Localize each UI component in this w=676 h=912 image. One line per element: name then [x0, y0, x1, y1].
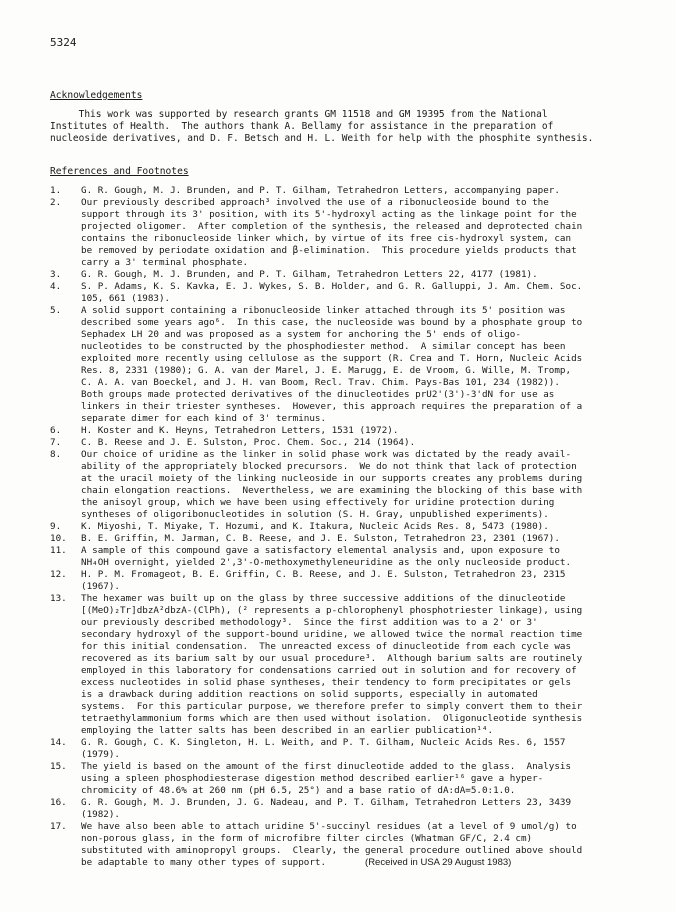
reference-item	[50, 269, 630, 281]
reference-number: 15.	[50, 761, 67, 772]
reference-line: G. R. Gough, M. J. Brunden, and P. T. Gilham, Tetrahedron Letters, accompanying paper.	[81, 185, 560, 196]
reference-item	[50, 425, 630, 437]
reference-item	[50, 761, 630, 797]
reference-line: described some years ago⁶. In this case, the nucleoside was bound by a phosphate group to	[81, 317, 583, 328]
reference-line: (1979).	[81, 749, 120, 760]
reference-body	[81, 761, 630, 797]
reference-body	[81, 821, 630, 869]
reference-line: G. R. Gough, M. J. Brunden, J. G. Nadeau, and P. T. Gilham, Tetrahedron Letters 23, 3439	[81, 797, 572, 808]
reference-line: our previously described methodology³. Since the first addition was to a 2' or 3'	[81, 617, 538, 628]
reference-body	[81, 533, 630, 545]
reference-body	[81, 305, 630, 425]
reference-item	[50, 437, 630, 449]
reference-line: Sephadex LH 20 and was proposed as a system for anchoring the 5' ends of oligo-	[81, 329, 521, 340]
reference-line: chromicity of 48.6% at 260 nm (pH 6.5, 25°) and a base ratio of dA:dA=5.0:1.0.	[81, 785, 516, 796]
reference-item	[50, 797, 630, 821]
reference-line: C. B. Reese and J. E. Sulston, Proc. Chem. Soc., 214 (1964).	[81, 437, 416, 448]
received-date: (Received in USA 29 August 1983)	[365, 857, 512, 868]
reference-item	[50, 533, 630, 545]
reference-item	[50, 737, 630, 761]
reference-line: A solid support containing a ribonucleoside linker attached through its 5' position was	[81, 305, 566, 316]
reference-number: 14.	[50, 737, 67, 748]
reference-line: Our previously described approach³ involved the use of a ribonucleoside bound to the	[81, 197, 549, 208]
reference-line: linkers in their triester syntheses. However, this approach requires the preparation of a	[81, 401, 583, 412]
reference-body	[81, 797, 630, 821]
reference-line: separate dimer for each kind of 3' terminus.	[81, 413, 327, 424]
reference-line: be removed by periodate oxidation and β-elimination. This procedure yields products that	[81, 245, 577, 256]
reference-line: the anisoyl group, which we have been using effectively for uridine protection during	[81, 497, 555, 508]
reference-number: 4.	[50, 281, 62, 292]
reference-line: carry a 3' terminal phosphate.	[81, 257, 249, 268]
references-list	[50, 185, 630, 869]
reference-line: H. P. M. Fromageot, B. E. Griffin, C. B. Reese, and J. E. Sulston, Tetrahedron 23, 2315	[81, 569, 566, 580]
reference-line: support through its 3' position, with its 5'-hydroxyl acting as the linkage point for the	[81, 209, 577, 220]
reference-line: substituted with aminopropyl groups. Clearly, the general procedure outlined above should	[81, 845, 583, 856]
reference-line: excess nucleotides in solid phase syntheses, their tendency to form precipitates or gels	[81, 677, 572, 688]
reference-line: We have also been able to attach uridine 5'-succinyl residues (at a level of 9 umol/g) to	[81, 821, 577, 832]
reference-line: B. E. Griffin, M. Jarman, C. B. Reese, and J. E. Sulston, Tetrahedron 23, 2301 (1967).	[81, 533, 560, 544]
reference-item	[50, 569, 630, 593]
reference-line: employed in this laboratory for condensations carried out in solution and for recovery of	[81, 665, 577, 676]
reference-line: using a spleen phosphodiesterase digestion method described earlier¹⁶ gave a hyper-	[81, 773, 544, 784]
reference-number: 12.	[50, 569, 67, 580]
reference-number: 6.	[50, 425, 62, 436]
reference-line: syntheses of oligoribonucleotides in solution (S. H. Gray, unpublished experiments).	[81, 509, 549, 520]
references-heading: References and Footnotes	[50, 166, 189, 177]
reference-body	[81, 425, 630, 437]
reference-line: Res. 8, 2331 (1980); G. A. van der Marel, J. E. Marugg, E. de Vroom, G. Wille, M. Tromp,	[81, 365, 572, 376]
reference-line: (1967).	[81, 581, 120, 592]
reference-line: projected oligomer. After completion of the synthesis, the released and deprotected chain	[81, 221, 583, 232]
reference-line: (1982).	[81, 809, 120, 820]
reference-line: employing the latter salts has been described in an earlier publication¹⁴.	[81, 725, 494, 736]
reference-line: contains the ribonucleoside linker which, by virtue of its free cis-hydroxyl system, can	[81, 233, 572, 244]
acknowledgement-line: Institutes of Health. The authors thank A. Bellamy for assistance in the preparation of	[50, 121, 554, 132]
reference-line: non-porous glass, in the form of microfibre filter circles (Whatman GF/C, 2.4 cm)	[81, 833, 533, 844]
reference-number: 16.	[50, 797, 67, 808]
reference-number: 7.	[50, 437, 62, 448]
reference-number: 8.	[50, 449, 62, 460]
acknowledgements-heading: Acknowledgements	[50, 90, 143, 101]
reference-line: Both groups made protected derivatives of the dinucleotides prU2'(3')-3'dN for use as	[81, 389, 555, 400]
reference-line: be adaptable to many other types of support. (Received in USA 29 August 1983)	[81, 857, 512, 868]
reference-line: A sample of this compound gave a satisfactory elemental analysis and, upon exposure to	[81, 545, 560, 556]
reference-number: 2.	[50, 197, 62, 208]
reference-line: is a drawback during addition reactions on solid supports, especially in automated	[81, 689, 538, 700]
reference-line: secondary hydroxyl of the support-bound uridine, we allowed twice the normal reaction time	[81, 629, 583, 640]
reference-line: G. R. Gough, C. K. Singleton, H. L. Weith, and P. T. Gilham, Nucleic Acids Res. 6, 1557	[81, 737, 566, 748]
reference-item	[50, 821, 630, 869]
reference-item	[50, 449, 630, 521]
reference-line: chain elongation reactions. Nevertheless, we are examining the blocking of this base with	[81, 485, 583, 496]
reference-item	[50, 197, 630, 269]
acknowledgement-line: This work was supported by research grants GM 11518 and GM 19395 from the National	[50, 109, 548, 120]
reference-item	[50, 521, 630, 533]
reference-body	[81, 281, 630, 305]
reference-line: 105, 661 (1983).	[81, 293, 171, 304]
reference-body	[81, 569, 630, 593]
reference-number: 10.	[50, 533, 67, 544]
acknowledgements-text	[50, 109, 628, 145]
reference-line: for this initial condensation. The unreacted excess of dinucleotide from each cycle was	[81, 641, 572, 652]
page-number: 5324	[50, 36, 77, 49]
reference-line: G. R. Gough, M. J. Brunden, and P. T. Gilham, Tetrahedron Letters 22, 4177 (1981).	[81, 269, 538, 280]
reference-line: S. P. Adams, K. S. Kavka, E. J. Wykes, S. B. Holder, and G. R. Galluppi, J. Am. Chem. Soc.	[81, 281, 583, 292]
reference-number: 3.	[50, 269, 62, 280]
reference-number: 9.	[50, 521, 62, 532]
reference-body	[81, 521, 630, 533]
reference-item	[50, 593, 630, 737]
reference-number: 17.	[50, 821, 67, 832]
reference-body	[81, 437, 630, 449]
reference-item	[50, 185, 630, 197]
reference-line: nucleotides to be constructed by the phosphodiester method. A similar concept has been	[81, 341, 566, 352]
reference-line: The hexamer was built up on the glass by three successive additions of the dinucleotide	[81, 593, 566, 604]
reference-line: NH₄OH overnight, yielded 2',3'-O-methoxymethyleneuridine as the only nucleoside product.	[81, 557, 572, 568]
reference-body	[81, 449, 630, 521]
reference-line: systems. For this particular purpose, we therefore prefer to simply convert them to their	[81, 701, 583, 712]
reference-line: C. A. A. van Boeckel, and J. H. van Boom, Recl. Trav. Chim. Pays-Bas 101, 234 (1982)).	[81, 377, 560, 388]
reference-item	[50, 281, 630, 305]
reference-number: 5.	[50, 305, 62, 316]
reference-line: tetraethylammonium forms which are then used without isolation. Oligonucleotide synthesis	[81, 713, 583, 724]
reference-item	[50, 545, 630, 569]
reference-body	[81, 545, 630, 569]
reference-body	[81, 737, 630, 761]
reference-line: ability of the appropriately blocked precursors. We do not think that lack of protection	[81, 461, 577, 472]
reference-line: The yield is based on the amount of the first dinucleotide added to the glass. Analysis	[81, 761, 572, 772]
reference-number: 11.	[50, 545, 67, 556]
reference-body	[81, 185, 630, 197]
reference-line: Our choice of uridine as the linker in solid phase work was dictated by the ready avail-	[81, 449, 572, 460]
reference-number: 1.	[50, 185, 62, 196]
reference-line: [(MeO)₂Tr]dbzA²dbzA-(ClPh), (² represents a p-chlorophenyl phosphotriester linkage), using	[81, 605, 583, 616]
reference-line: at the uracil moiety of the linking nucleoside in our supports creates any problems during	[81, 473, 583, 484]
acknowledgement-line: nucleoside derivatives, and D. F. Betsch and H. L. Weith for help with the phosphite synthesis.	[50, 133, 594, 144]
reference-line: exploited more recently using cellulose as the support (R. Crea and T. Horn, Nucleic Acids	[81, 353, 583, 364]
reference-line: K. Miyoshi, T. Miyake, T. Hozumi, and K. Itakura, Nucleic Acids Res. 8, 5473 (1980).	[81, 521, 549, 532]
reference-number: 13.	[50, 593, 67, 604]
reference-line: recovered as its barium salt by our usual procedure³. Although barium salts are routinely	[81, 653, 583, 664]
reference-body	[81, 269, 630, 281]
reference-body	[81, 197, 630, 269]
reference-item	[50, 305, 630, 425]
reference-line: H. Koster and K. Heyns, Tetrahedron Letters, 1531 (1972).	[81, 425, 399, 436]
reference-body	[81, 593, 630, 737]
